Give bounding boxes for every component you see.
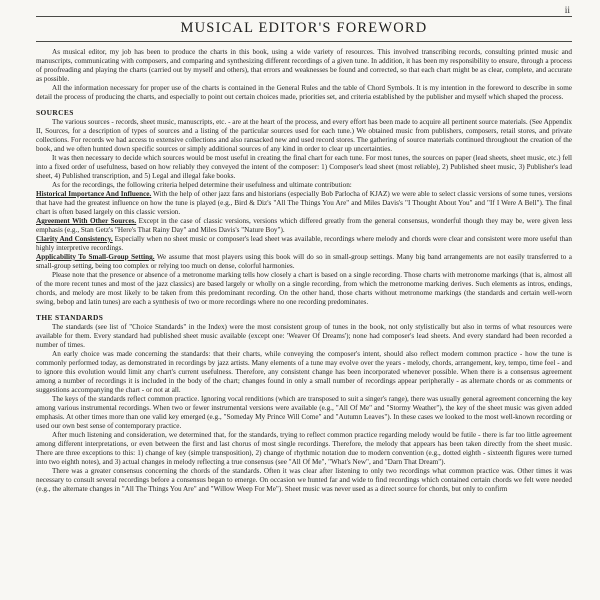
paragraph: There was a greater consensus concerning the chords of the standards. Often it was clear after listening to only two recordings what common practice was. Other times it was necessary to consult several recordings before a consensus began to emerge. On occasion we hunted far and wide to find recordings which contained certain chords we felt were needed (e.g., the alternate changes in "All The Things You Are" and "Willow Weep For Me"). Sheet music was never used as a direct source for chords, but only to confirm <box>36 467 572 493</box>
title-rule-top <box>36 16 572 17</box>
paragraph: Please note that the presence or absence of a metronome marking tells how closely a chart is based on a single recording. Those charts with metronome markings (that is, almost all of the more recent tunes and most of the jazz classics) are based largely or wholly on a single recording, from which the metronome marking derives. Such elements as intros, endings, chords, and melody are most likely to be taken from this predominant recording. On the other hand, those charts without metronome markings (the standards and certain well-worn swing, bebop and latin tunes) are each a synthesis of two or more recordings where no one recording predominates. <box>36 271 572 306</box>
paragraph-lead: Agreement With Other Sources. <box>36 217 137 225</box>
paragraph: An early choice was made concerning the standards: that their charts, while conveying the composer's intent, should also reflect modern common practice - how the tune is commonly performed today, as demonstrated in recordings by jazz artists. Many elements of a tune may evolve over the years - melody, chords, arrangement, key, tempo, time feel - and to ignore this evolution would limit any chart's current usefulness. Therefore, any consistent change has been incorporated whenever possible. When there is a consensus agreement among a number of recordings it is included in the body of the chart; changes found in only a small number of recordings appear peripherally - as alternate chords or as comments or suggestions accompanying the chart - or not at all. <box>36 350 572 394</box>
paragraph: After much listening and consideration, we determined that, for the standards, trying to reflect common practice regarding melody would be futile - there is far too little agreement among different interpretations, or even between the first and last chorus of most single recordings. Therefore, the melody that appears has been taken directly from the sheet music. There are three exceptions to this: 1) change of key (simple transposition), 2) change of rhythmic notation due to modern convention (e.g., dotted eighth - sixteenth figures were turned into two eighth notes), and 3) actual changes in melody reflecting a true consensus (see "All Of Me", "What's New", and "Darn That Dream"). <box>36 431 572 466</box>
section-heading-sources: SOURCES <box>36 108 74 117</box>
paragraph: Agreement With Other Sources. Except in the case of classic versions, versions which differed greatly from the general consensus, wonderful though they may be, were given less emphasis (e.g., Stan Getz's "Here's That Rainy Day" and Miles Davis's "Nature Boy"). <box>36 217 573 234</box>
paragraph-lead: Historical Importance And Influence. <box>36 190 152 198</box>
page-number: ii <box>564 6 570 16</box>
paragraph: It was then necessary to decide which sources would be most useful in creating the final chart for each tune. For most tunes, the sources on paper (lead sheets, sheet music, etc.) fell into a fixed order of usefulness, based on how reliably they conveyed the intent of the composer: 1) Composer's lead sheet (most reliable), 2) Published sheet music, 3) Publisher's lead sheet, 4) Published transcription, and 5) Legal and illegal fake books. <box>36 154 572 180</box>
document-body <box>36 48 572 494</box>
paragraph: As musical editor, my job has been to produce the charts in this book, using a wide variety of resources. This involved transcribing records, consulting printed music and manuscripts, communicating with composers, and comparing and synthesizing different recordings of a given tune. In addition, it has been my responsibility to ensure, through a process of proofreading and playing the charts (carried out by myself and others), that errors and weaknesses be found and corrected, so that each chart might be as clear, complete, and accurate as possible. <box>36 48 572 83</box>
paragraph: The keys of the standards reflect common practice. Ignoring vocal renditions (which are transposed to suit a singer's range), there was usually general agreement concerning the key among various instrumental recordings. When two or fewer instrumental versions were available (e.g., "All Of Me" and "Stormy Weather"), the key of the sheet music was given added emphasis. At other times more than one valid key emerged (e.g., "Someday My Prince Will Come" and "Autumn Leaves"). In these cases we looked to the most well-known recording or used our own best sense of contemporary practice. <box>36 395 572 430</box>
paragraph: Applicability To Small-Group Setting. We assume that most players using this book will do so in small-group settings. Many big band arrangements are not easily transferred to a small-group setting, being too complex or relying too much on dense, colorful harmonies. <box>36 253 572 270</box>
paragraph: The various sources - records, sheet music, manuscripts, etc. - are at the heart of the process, and every effort has been made to acquire all pertinent source materials. (See Appendix II, Sources, for a description of types of sources and a listing of the particular sources used for each tune.) We obtained music from publishers, composers, retail stores, and private collections. For records we had access to extensive collections and also ransacked new and used record stores. The gathering of source materials continued throughout the creation of the book, and we often hunted down specific sources or simply additional sources of any kind in order to clear up uncertainties. <box>36 118 572 153</box>
paragraph: As for the recordings, the following criteria helped determine their usefulness and ultimate contribution: <box>52 181 352 189</box>
paragraph: Clarity And Consistency. Especially when no sheet music or composer's lead sheet was available, recordings where melody and chords were clear and consistent were more useful than highly interpretive recordings. <box>36 235 572 252</box>
paragraph-lead: Clarity And Consistency. <box>36 235 113 243</box>
title-rule-bottom <box>36 41 572 42</box>
page-title: MUSICAL EDITOR'S FOREWORD <box>180 20 428 36</box>
paragraph: Historical Importance And Influence. With the help of other jazz fans and historians (especially Bob Parlocha of KJAZ) we were able to select classic versions of some tunes, versions that have had the greatest influence on how the tune is played (e.g., Bird & Diz's "All The Things You Are" and Miles Davis's "I Thought About You" and "If I Were A Bell"). The final chart is often based largely on this classic version. <box>36 190 573 216</box>
title-block <box>36 16 572 42</box>
paragraph: The standards (see list of "Choice Standards" in the Index) were the most consistent group of tunes in the book, not only stylistically but also in terms of what resources were available for them. Every standard had published sheet music available (except one: 'Weaver Of Dreams'); none had composer's lead sheets. And every standard had been recorded a number of times. <box>36 323 572 349</box>
paragraph: All the information necessary for proper use of the charts is contained in the General Rules and the table of Chord Symbols. It is my intention in the foreword to describe in some detail the process of producing the charts, and especially to point out certain choices made, priorities set, and criteria established by the publisher and myself which shaped the process. <box>36 84 572 101</box>
section-heading-the-standards: THE STANDARDS <box>36 313 104 322</box>
paragraph-lead: Applicability To Small-Group Setting. <box>36 253 155 261</box>
